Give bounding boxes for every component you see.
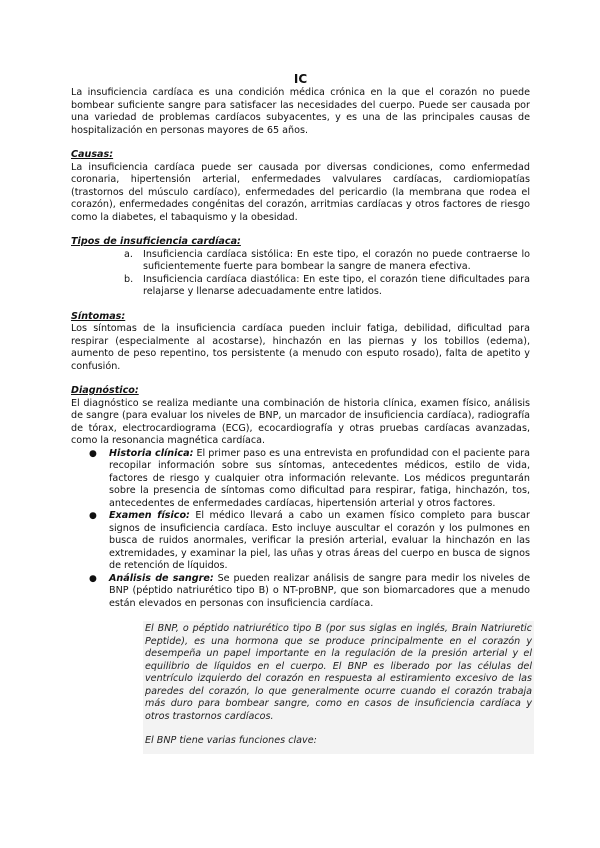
bnp-note-functions: El BNP tiene varias funciones clave: [145, 735, 317, 746]
types-list [71, 249, 530, 299]
symptoms-paragraph: Los síntomas de la insuficiencia cardíaca pueden incluir fatiga, debilidad, dificultad para respirar (especialmente al acostarse), hinchazón en las piernas y los tobillos (edema), aumento de peso repentino, tos persistente (a menudo con esputo rosado), falta de apetito y confusión. [71, 323, 530, 372]
list-item-term: Examen físico: [109, 510, 190, 521]
list-item-text: Se pueden realizar análisis de sangre para medir los niveles de BNP (péptido natriurético tipo B) o NT-proBNP, que son biomarcadores que a menudo están elevados en personas con insuficiencia cardíaca. [109, 572, 530, 609]
diagnosis-heading: Diagnóstico: [71, 385, 139, 396]
causes-heading: Causas: [71, 149, 114, 160]
document-body [71, 72, 530, 754]
list-item-term: Historia clínica: [109, 447, 194, 459]
bnp-note-block [143, 621, 534, 754]
spacer [145, 723, 532, 735]
list-marker: b. [124, 273, 134, 285]
list-item-text: El médico llevará a cabo un examen físico completo para buscar signos de insuficiencia cardíaca. Esto incluye auscultar el corazón y los pulmones en busca de ruidos anormales, verificar la presión arterial, evaluar la hinchazón en las extremidades, y examinar la piel, las uñas y otras áreas del cuerpo en busca de signos de retención de líquidos. [109, 510, 530, 571]
spacer [71, 224, 530, 236]
spacer [71, 373, 530, 385]
bnp-note-paragraph: El BNP, o péptido natriurético tipo B (por sus siglas en inglés, Brain Natriuretic Peptide), es una hormona que se produce principalmente en el corazón y desempeña un papel importante en la regulación de la presión arterial y el equilibrio de líquidos en el cuerpo. El BNP es liberado por las células del ventrículo izquierdo del corazón en respuesta al estiramiento excesivo de las paredes del corazón, lo que generalmente ocurre cuando el corazón trabaja más duro para bombear sangre, como en casos de insuficiencia cardíaca y otros trastornos cardíacos. [145, 623, 532, 722]
list-item [89, 572, 530, 611]
causes-paragraph: La insuficiencia cardíaca puede ser causada por diversas condiciones, como enfermedad coronaria, hipertensión arterial, enfermedades valvulares cardíacas, cardiomiopatías (trastornos del músculo cardíaco), enfermedades del pericardio (la membrana que rodea el corazón), enfermedades congénitas del corazón, arritmias cardíacas y otros factores de riesgo como la diabetes, el tabaquismo y la obesidad. [71, 161, 530, 223]
diagnosis-list [71, 448, 530, 611]
symptoms-heading: Síntomas: [71, 310, 126, 322]
list-item-text: Insuficiencia cardíaca sistólica: En este tipo, el corazón no puede contraerse lo suficientemente fuerte para bombear la sangre de manera efectiva. [143, 248, 530, 272]
list-item-term: Análisis de sangre: [109, 572, 214, 584]
list-item [124, 273, 530, 299]
bullet-icon: ● [89, 448, 97, 459]
bullet-icon: ● [89, 511, 97, 521]
spacer [71, 299, 530, 311]
spacer [71, 137, 530, 149]
document-title: IC [293, 72, 308, 86]
list-item-text: Insuficiencia cardíaca diastólica: En este tipo, el corazón tiene dificultades para relajarse y llenarse adecuadamente entre latidos. [143, 273, 530, 297]
types-heading: Tipos de insuficiencia cardíaca: [71, 236, 241, 247]
list-item [89, 510, 530, 573]
diagnosis-paragraph: El diagnóstico se realiza mediante una combinación de historia clínica, examen físico, análisis de sangre (para evaluar los niveles de BNP, un marcador de insuficiencia cardíaca), radiografía de tórax, electrocardiograma (ECG), ecocardiografía y otras pruebas cardíacas avanzadas, como la resonancia magnética cardíaca. [71, 397, 530, 446]
intro-paragraph: La insuficiencia cardíaca es una condición médica crónica en la que el corazón no puede bombear suficiente sangre para satisfacer las necesidades del cuerpo. Puede ser causada por una variedad de problemas cardíacos subyacentes, y es una de las principales causas de hospitalización en personas mayores de 65 años. [71, 87, 530, 136]
bullet-icon: ● [89, 573, 97, 584]
list-item [89, 447, 531, 511]
list-item-text: El primer paso es una entrevista en profundidad con el paciente para recopilar información sobre sus síntomas, antecedentes médicos, estilo de vida, factores de riesgo y cualquier otra información relevante. Los médicos preguntarán sobre la presencia de síntomas como dificultad para respirar, fatiga, hinchazón, tos, antecedentes de enfermedades cardíacas, hipertensión arterial y otros factores. [109, 447, 531, 509]
list-marker: a. [124, 248, 133, 260]
list-item [124, 248, 530, 274]
